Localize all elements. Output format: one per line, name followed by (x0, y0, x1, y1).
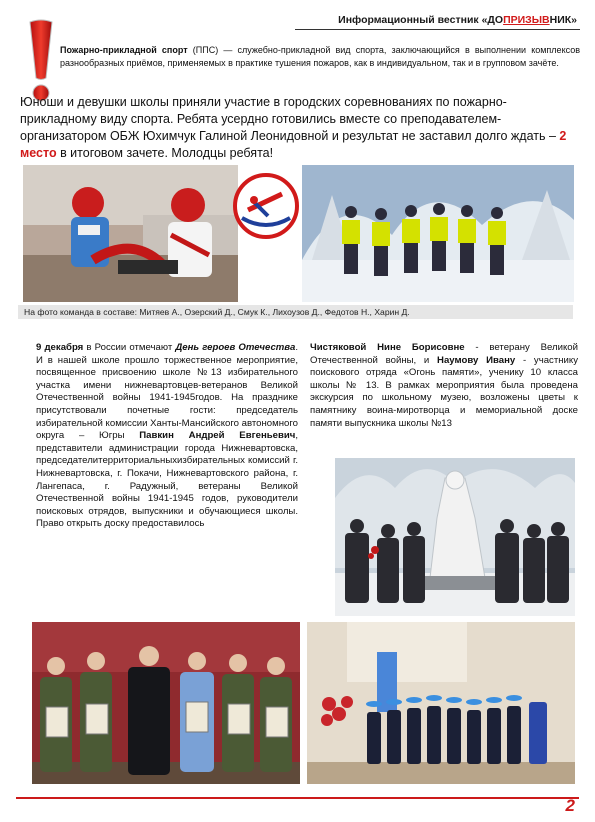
left-text-2: . И в нашей школе прошло торжественное мероприятие, посвященное присвоению школе №13 избирательного участка имени нижневартовцев-ветеранов Великой Отечественной войны 1941-1945годов. На празднике присутствовали почетные гости: председатель избирательной комиссии Ханты-Мансийского автономного округа – Югры (36, 342, 298, 442)
article-right-column (310, 342, 578, 430)
photo-monument (335, 458, 575, 616)
lead-paragraph (20, 94, 580, 162)
lead-text-after: в итоговом зачете. Молодцы ребята! (56, 146, 274, 160)
right-text-2: - участнику поискового отряда «Огонь памяти», ученику 10 класса школы № 13. В рамках мероприятия была проведена экскурсия по школьному музею, возложены цветы к памятнику воина-миротворца и мемориальной доске памяти выпускника школы №13 (310, 354, 578, 429)
footer-rule (16, 797, 579, 799)
intro-term: Пожарно-прикладной спорт (60, 45, 188, 55)
intro-paragraph (60, 44, 580, 69)
title-suffix: НИК» (549, 14, 577, 26)
lead-place: 2 место (20, 129, 567, 160)
photo-cadet-formation (307, 622, 575, 784)
holiday-name: День героев Отечества (175, 342, 296, 353)
header-rule (295, 29, 580, 30)
title-prefix: Информационный вестник «ДО (338, 14, 504, 26)
emblem-logo (232, 172, 300, 240)
event-date: 9 декабря (36, 342, 84, 353)
veteran-name: Чистяковой Нине Борисовне (310, 342, 465, 353)
page-number: 2 (565, 796, 575, 815)
left-text-3: , представители администрации города Нижневартовска, председателитерриториальныхизбирательных комиссий г. Нижневартовска, г. Покачи, Нижневартовского района, г. Лангепаса, г. Радужный, ветераны Великой Отечественной войны 1941-1945 годов, руководители поисковых отрядов, выпускники и обучающиеся школы. Право открыть доску предоставилось (36, 430, 299, 530)
right-text-1: - ветерану Великой Отечественной войны, и (310, 342, 578, 366)
guest-name: Павкин Андрей Евгеньевич (139, 430, 296, 442)
intro-text: (ППС) — служебно-прикладной вид спорта, заключающийся в выполнении комплексов разнообразных приёмов, применяемых в практике тушения пожаров, как в индивидуальном, так и в групповом зачёте. (60, 45, 580, 68)
title-accent: ПРИЗЫВ (503, 14, 550, 26)
left-text-1: в России отмечают (83, 342, 176, 353)
article-left-column (36, 342, 298, 531)
photo-cadets-certificates (32, 622, 300, 784)
photo-team-winter (302, 165, 574, 302)
photo-caption: На фото команда в составе: Митяев А., Озерский Д., Смук К., Лихоузов Д., Федотов Н., Харин Д. (18, 305, 573, 319)
exclamation-icon (26, 18, 56, 104)
photo-firefighting-practice (23, 165, 238, 302)
lead-text-before: Юноши и девушки школы приняли участие в городских соревнованиях по пожарно-прикладному виду спорта. Ребята усердно готовились вместе со преподавателем-организатором ОБЖ Юхимчук Галиной Леонидовной и результат не заставил долго ждать – (20, 95, 560, 143)
newsletter-title (338, 14, 577, 26)
student-name: Наумову Ивану (437, 354, 516, 366)
